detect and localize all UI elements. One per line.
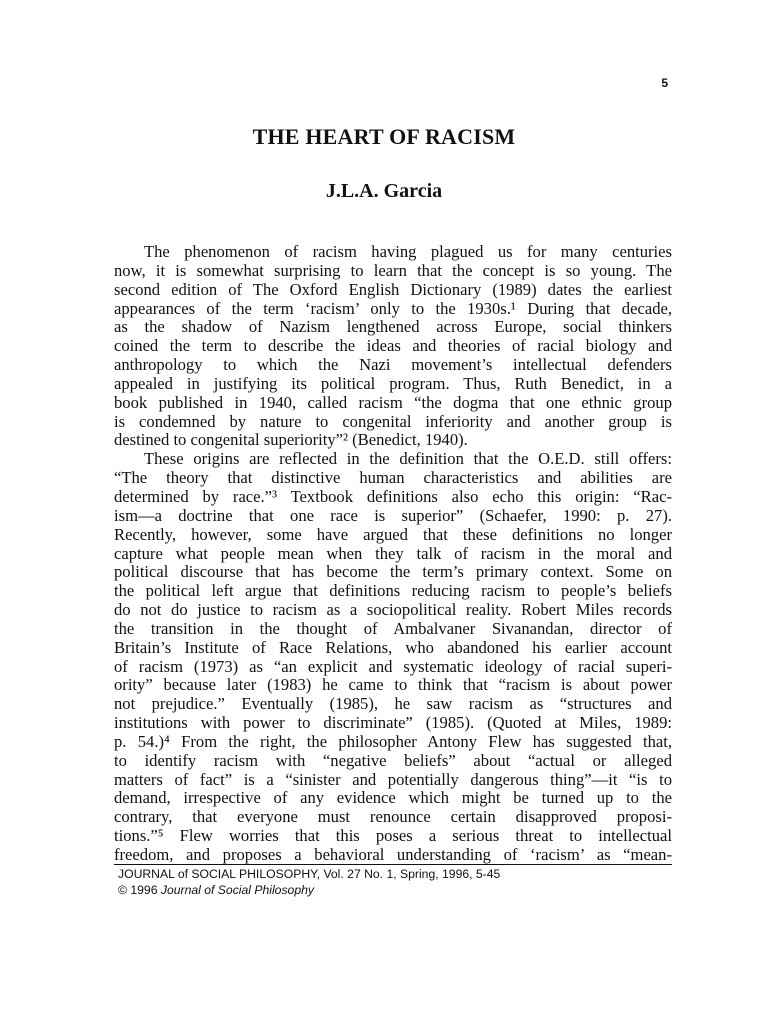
- text-line: the political left argue that definitions reducing racism to people’s beliefs: [114, 581, 672, 601]
- text-line: The phenomenon of racism having plagued us for many centuries: [144, 242, 672, 261]
- text-line: freedom, and proposes a behavioral understanding of ‘racism’ as “mean-: [114, 845, 672, 864]
- text-line: now, it is somewhat surprising to learn that the concept is so young. The: [114, 260, 672, 280]
- text-line: political discourse that has become the term’s primary context. Some on: [114, 562, 672, 582]
- text-line: matters of fact” is a “sinister and potentially dangerous thing”—it “is to: [114, 769, 672, 789]
- copyright-line: [118, 882, 500, 898]
- text-line: p. 54.)⁴ From the right, the philosopher Antony Flew has suggested that,: [114, 731, 672, 751]
- text-line: is condemned by nature to congenital inferiority and another group is: [114, 411, 672, 431]
- article-title: THE HEART OF RACISM: [252, 124, 516, 149]
- text-line: of racism (1973) as “an explicit and systematic ideology of racial superi-: [114, 656, 672, 676]
- text-line: These origins are reflected in the definition that the O.E.D. still offers:: [144, 449, 672, 469]
- text-line: ority” because later (1983) he came to think that “racism is about power: [114, 675, 672, 695]
- text-line: anthropology to which the Nazi movement’s intellectual defenders: [114, 355, 672, 375]
- paragraph-1: [114, 243, 672, 450]
- copyright-journal-name: Journal of Social Philosophy: [160, 883, 314, 897]
- journal-citation: JOURNAL of SOCIAL PHILOSOPHY, Vol. 27 No. 1, Spring, 1996, 5-45: [118, 867, 501, 881]
- text-line: ism—a doctrine that one race is superior” (Schaefer, 1990: p. 27).: [114, 505, 672, 525]
- text-line: demand, irrespective of any evidence which might be turned up to the: [114, 788, 672, 808]
- text-line: as the shadow of Nazism lengthened across Europe, social thinkers: [114, 317, 672, 337]
- text-line: capture what people mean when they talk of racism in the moral and: [114, 543, 672, 563]
- text-line: Recently, however, some have argued that these definitions no longer: [114, 524, 672, 544]
- text-line: appealed in justifying its political program. Thus, Ruth Benedict, in a: [114, 373, 672, 393]
- text-line: do not do justice to racism as a sociopolitical reality. Robert Miles records: [114, 600, 672, 620]
- text-line: coined the term to describe the ideas and theories of racial biology and: [114, 336, 672, 356]
- footnote-divider: [114, 864, 672, 865]
- author-name: J.L.A. Garcia: [325, 180, 443, 202]
- text-line: Britain’s Institute of Race Relations, who abandoned his earlier account: [114, 637, 672, 657]
- text-line: second edition of The Oxford English Dictionary (1989) dates the earliest: [114, 279, 672, 299]
- journal-footer: [118, 866, 500, 898]
- article-body: [114, 243, 672, 865]
- text-line: determined by race.”³ Textbook definitions also echo this origin: “Rac-: [114, 486, 672, 506]
- copyright-prefix: © 1996: [118, 883, 161, 897]
- text-line: contrary, that everyone must renounce certain disapproved proposi-: [114, 807, 672, 827]
- text-line: institutions with power to discriminate” (1985). (Quoted at Miles, 1989:: [114, 713, 672, 733]
- text-line: the transition in the thought of Ambalvaner Sivanandan, director of: [114, 618, 672, 638]
- text-line: book published in 1940, called racism “the dogma that one ethnic group: [114, 392, 672, 412]
- page-number: 5: [661, 76, 668, 90]
- text-line: destined to congenital superiority”² (Benedict, 1940).: [114, 430, 468, 450]
- text-line: not prejudice.” Eventually (1985), he saw racism as “structures and: [114, 694, 672, 714]
- text-line: to identify racism with “negative beliefs” about “actual or alleged: [114, 750, 672, 770]
- paragraph-2: [114, 450, 672, 865]
- text-line: tions.”⁵ Flew worries that this poses a serious threat to intellectual: [114, 826, 672, 846]
- text-line: appearances of the term ‘racism’ only to the 1930s.¹ During that decade,: [114, 298, 672, 318]
- text-line: “The theory that distinctive human characteristics and abilities are: [114, 468, 672, 488]
